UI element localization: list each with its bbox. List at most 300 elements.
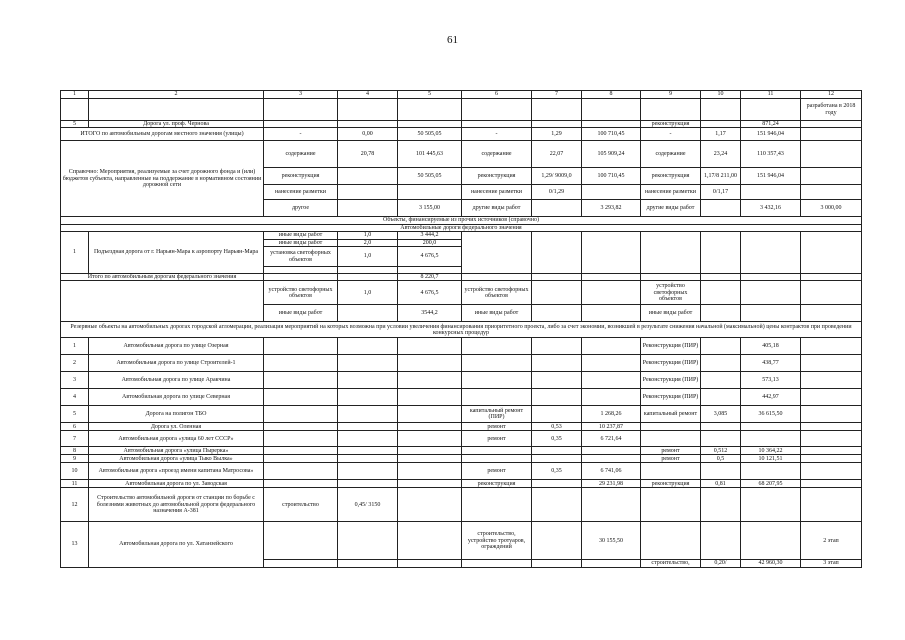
table-cell [398,463,462,480]
table-cell: Строительство автомобильной дороги от станции по борьбе с болезнями животных до автомобильной дороги федерального назначения А-381 [89,488,264,522]
table-cell [801,274,862,281]
table-cell [264,431,338,447]
table-cell [801,447,862,455]
table-cell [338,406,398,423]
table-row [61,274,862,281]
table-cell: 3 293,82 [582,200,641,217]
table-cell [338,455,398,463]
table-cell [264,423,338,431]
table-cell [398,522,462,560]
table-cell [532,372,582,389]
table-cell: устройство светофорных объектов [641,281,701,305]
table-cell: 105 909,24 [582,141,641,168]
table-cell [398,338,462,355]
table-cell: 10 237,87 [582,423,641,431]
table-cell [532,560,582,567]
table-cell [338,372,398,389]
table-cell [398,431,462,447]
table-cell [338,423,398,431]
table-row [61,406,862,423]
table-cell [532,522,582,560]
table-cell [462,447,532,455]
table-cell [741,488,801,522]
table-cell [532,99,582,121]
table-cell: ремонт [641,447,701,455]
table-cell [264,338,338,355]
column-number: 1 [61,91,89,99]
table-cell: 3,085 [701,406,741,423]
table-cell: 20,78 [338,141,398,168]
table-cell: 1,29 [532,128,582,141]
table-cell [264,389,338,406]
table-cell [264,99,338,121]
table-cell [701,305,741,322]
table-cell [801,338,862,355]
table-cell: Подъездная дорога от г. Нарьян-Мара к аэропорту Нарьян-Мара [89,232,264,274]
table-cell: ремонт [641,455,701,463]
table-cell [462,99,532,121]
table-cell [532,121,582,128]
table-cell: Реконструкция (ПИР) [641,372,701,389]
table-cell: 0,81 [701,480,741,488]
table-cell [264,463,338,480]
table-cell [264,267,338,274]
table-cell [462,232,532,274]
table-cell: 0,35 [532,463,582,480]
table-cell: нанесение разметки [264,185,338,200]
table-cell: ремонт [462,463,532,480]
table-cell [398,372,462,389]
table-cell [462,372,532,389]
table-cell: 10 364,22 [741,447,801,455]
table-cell: реконструкция [641,480,701,488]
section-header-cell: Автомобильные дороги федерального значения [61,224,862,231]
column-number-row [61,91,862,99]
table-row [61,217,862,224]
table-cell: 438,77 [741,355,801,372]
table-cell: устройство светофорных объектов [462,281,532,305]
table-cell: 7 [61,431,89,447]
table-cell [338,267,398,274]
table-cell: 0,53 [532,423,582,431]
table-cell: 6 741,06 [582,463,641,480]
table-cell [582,185,641,200]
table-cell [801,168,862,185]
column-number: 6 [462,91,532,99]
table-cell: другое [264,200,338,217]
table-cell: Автомобильная дорога по улице Северная [89,389,264,406]
table-cell: 2,0 [338,239,398,246]
table-cell [701,232,741,274]
table-cell: 12 [61,488,89,522]
table-cell [398,355,462,372]
table-row [61,281,862,305]
table-cell: 1 [61,232,89,274]
table-cell: нанесение разметки [641,185,701,200]
table-cell: - [264,128,338,141]
table-cell: Автомобильная дорога «улица Пырерка» [89,447,264,455]
table-row [61,121,862,128]
table-cell: 1,17/8 211,00 [701,168,741,185]
table-cell: 0,45/ 3150 [338,488,398,522]
table-cell [741,305,801,322]
table-cell [462,389,532,406]
table-cell [801,141,862,168]
table-cell [462,338,532,355]
table-cell: 3 000,00 [801,200,862,217]
table-row [61,463,862,480]
table-cell [61,281,264,322]
table-cell: ИТОГО по автомобильным дорогам местного значения (улицы) [61,128,264,141]
table-cell [532,305,582,322]
table-cell [582,355,641,372]
table-cell [741,99,801,121]
table-cell: 6 [61,423,89,431]
table-cell: 0,20/ [701,560,741,567]
table-cell: Реконструкция (ПИР) [641,389,701,406]
table-cell: 151 946,04 [741,168,801,185]
table-row [61,480,862,488]
table-cell [532,274,582,281]
table-cell [741,423,801,431]
column-number: 2 [89,91,264,99]
table-cell [801,423,862,431]
table-cell [338,121,398,128]
table-cell: 2 этап [801,522,862,560]
column-number: 9 [641,91,701,99]
table-cell [398,267,462,274]
table-cell [641,431,701,447]
page-number: 61 [447,34,458,46]
table-cell [338,200,398,217]
table-cell [741,274,801,281]
column-number: 4 [338,91,398,99]
table-cell: 10 [61,463,89,480]
table-cell: 1,29/ 9009,0 [532,168,582,185]
section-header-cell: Резервные объекты на автомобильных дорогах городской агломерации, реализация мероприятий на которых возможна при условии увеличения финансирования приоритетного проекта, либо за счет экономии, возникшей в результате снижения начальной (максимальной) цены контрактов при проведении конкурсных процедур [61,322,862,338]
table-row [61,455,862,463]
table-cell: 151 946,04 [741,128,801,141]
table-cell: иные виды работ [462,305,532,322]
table-cell: 4 676,5 [398,281,462,305]
table-cell [701,463,741,480]
table-cell: Автомобильная дорога по ул. Хатанзейского [89,522,264,567]
table-cell [89,99,264,121]
report-table [60,90,862,568]
table-cell: 3 [61,372,89,389]
table-row [61,372,862,389]
table-cell [801,406,862,423]
table-cell: Автомобильная дорога «улица 60 лет СССР» [89,431,264,447]
table-cell: ремонт [462,431,532,447]
table-cell: 8 [61,447,89,455]
table-cell [398,560,462,567]
table-row [61,355,862,372]
table-cell [338,99,398,121]
table-cell [462,455,532,463]
table-cell [61,99,89,121]
column-number: 10 [701,91,741,99]
table-cell [398,406,462,423]
table-row [61,224,862,231]
table-cell: строительство [264,488,338,522]
table-cell [532,447,582,455]
table-cell: 3 444,2 [398,232,462,239]
table-cell: 50 505,05 [398,128,462,141]
table-cell [264,455,338,463]
table-cell: капитальный ремонт [641,406,701,423]
table-cell [741,463,801,480]
table-cell [338,355,398,372]
table-cell: 405,18 [741,338,801,355]
table-cell [338,274,398,281]
table-cell: 11 [61,480,89,488]
table-cell [264,355,338,372]
table-cell [532,200,582,217]
table-cell [398,121,462,128]
table-cell: - [641,128,701,141]
table-row [61,128,862,141]
table-cell [532,480,582,488]
table-cell [264,560,338,567]
table-cell [338,447,398,455]
table-cell [582,338,641,355]
table-cell: иные виды работ [264,305,338,322]
table-cell: 1 [61,338,89,355]
table-cell: 5 [61,406,89,423]
table-cell: Автомобильная дорога «улица Тыко Вылка» [89,455,264,463]
table-cell [641,99,701,121]
table-cell: 1,17 [701,128,741,141]
table-cell [398,480,462,488]
table-cell [338,168,398,185]
table-cell [801,389,862,406]
table-cell [532,355,582,372]
table-row [61,338,862,355]
table-cell: Автомобильная дорога по улице Аракчина [89,372,264,389]
table-cell: другие виды работ [641,200,701,217]
table-cell: - [462,128,532,141]
table-cell [801,455,862,463]
table-row [61,99,862,121]
table-cell [582,274,641,281]
table-cell: Реконструкция (ПИР) [641,355,701,372]
table-cell: капитальный ремонт (ПИР) [462,406,532,423]
table-cell [801,281,862,305]
table-cell: 9 [61,455,89,463]
table-cell [398,447,462,455]
table-cell [532,455,582,463]
table-cell [801,185,862,200]
table-cell [801,232,862,274]
column-number: 3 [264,91,338,99]
table-cell [532,281,582,305]
table-cell: 0,512 [701,447,741,455]
table-cell: 442,97 [741,389,801,406]
table-row [61,447,862,455]
table-cell [701,355,741,372]
table-cell [701,121,741,128]
table-cell: 10 121,51 [741,455,801,463]
table-cell [701,274,741,281]
table-cell: нанесение разметки [462,185,532,200]
table-cell [741,431,801,447]
table-cell [801,121,862,128]
table-cell [338,338,398,355]
table-cell: Автомобильная дорога «проезд имени капитана Матросова» [89,463,264,480]
table-cell [582,488,641,522]
table-cell: 3 этап [801,560,862,567]
table-row [61,431,862,447]
table-cell [701,389,741,406]
table-cell: 4 [61,389,89,406]
table-cell: 30 155,50 [582,522,641,560]
table-cell: реконструкция [462,480,532,488]
table-row [61,389,862,406]
table-cell [801,488,862,522]
table-cell [398,455,462,463]
table-cell: иные виды работ [641,305,701,322]
table-cell: 0,00 [338,128,398,141]
table-cell [338,560,398,567]
table-cell [582,232,641,274]
table-cell: 13 [61,522,89,567]
table-cell [532,338,582,355]
table-cell: ремонт [462,423,532,431]
table-cell [582,281,641,305]
table-cell: 100 710,45 [582,128,641,141]
table-cell: 6 721,64 [582,431,641,447]
table-cell: 0/1,29 [532,185,582,200]
table-cell: 1,0 [338,247,398,267]
table-cell [741,185,801,200]
table-cell [398,423,462,431]
table-cell: 68 207,95 [741,480,801,488]
table-cell: другие виды работ [462,200,532,217]
table-cell: Автомобильная дорога по улице Строителей-1 [89,355,264,372]
table-cell: реконструкция [264,168,338,185]
table-cell: содержание [462,141,532,168]
table-cell [701,281,741,305]
table-cell: строительство, [641,560,701,567]
table-cell [801,372,862,389]
table-cell [582,305,641,322]
table-cell [701,431,741,447]
table-cell: 42 960,30 [741,560,801,567]
table-cell [641,274,701,281]
column-number: 7 [532,91,582,99]
table-cell: 8 220,7 [398,274,462,281]
table-cell [582,455,641,463]
table-cell [264,522,338,560]
table-cell: 23,24 [701,141,741,168]
table-cell: 36 615,50 [741,406,801,423]
table-cell: иные виды работ [264,239,338,246]
table-cell: 110 357,43 [741,141,801,168]
table-cell [582,447,641,455]
table-cell: 100 710,45 [582,168,641,185]
table-cell [338,431,398,447]
table-cell [701,200,741,217]
table-cell [582,560,641,567]
table-cell: 573,13 [741,372,801,389]
table-cell: Автомобильная дорога по улице Озерная [89,338,264,355]
table-cell [398,99,462,121]
column-number: 5 [398,91,462,99]
table-cell: строительство, устройство тротуаров, ограждений [462,522,532,560]
table-cell [582,121,641,128]
table-cell: Реконструкция (ПИР) [641,338,701,355]
table-cell [338,522,398,560]
table-cell [801,463,862,480]
table-cell [741,281,801,305]
column-number: 12 [801,91,862,99]
table-cell: 1,0 [338,232,398,239]
table-row [61,322,862,338]
table-cell [801,355,862,372]
table-cell [338,463,398,480]
table-cell: 5 [61,121,89,128]
table-cell [462,560,532,567]
table-cell [462,488,532,522]
table-cell: 200,0 [398,239,462,246]
table-cell: 50 505,05 [398,168,462,185]
table-cell [741,522,801,560]
table-cell: 0/1,17 [701,185,741,200]
column-number: 11 [741,91,801,99]
table-cell [338,185,398,200]
table-cell: 0,35 [532,431,582,447]
table-cell [462,274,532,281]
table-cell [701,372,741,389]
table-cell [398,488,462,522]
table-cell [641,522,701,560]
table-cell: Справочно: Мероприятия, реализуемые за счет дорожного фонда и (или) бюджетов субъекта, направленные на поддержание в нормативном состоянии дорожной сети [61,141,264,217]
table-cell: реконструкция [462,168,532,185]
table-row [61,423,862,431]
table-cell [641,463,701,480]
table-cell: Дорога на полигон ТБО [89,406,264,423]
table-cell: содержание [264,141,338,168]
table-cell [398,389,462,406]
table-cell: Дорога ул. Оленная [89,423,264,431]
table-cell [801,305,862,322]
table-cell [338,389,398,406]
table-cell [641,423,701,431]
table-cell [264,372,338,389]
table-cell [701,99,741,121]
table-cell [582,372,641,389]
table-cell [338,480,398,488]
table-cell [701,522,741,560]
table-cell: Автомобильная дорога по ул. Заводская [89,480,264,488]
table-cell: Итого по автомобильным дорогам федерального значения [61,274,264,281]
table-cell [532,488,582,522]
table-cell: 2 [61,355,89,372]
table-cell [801,128,862,141]
table-cell [582,389,641,406]
table-cell [641,488,701,522]
table-cell: 3 432,16 [741,200,801,217]
table-cell [264,406,338,423]
table-cell [701,423,741,431]
column-number: 8 [582,91,641,99]
section-header-cell: Объекты, финансируемые из прочих источников (справочно) [61,217,862,224]
table-cell [264,121,338,128]
table-cell: 3 155,00 [398,200,462,217]
table-cell: 0,5 [701,455,741,463]
table-cell: содержание [641,141,701,168]
